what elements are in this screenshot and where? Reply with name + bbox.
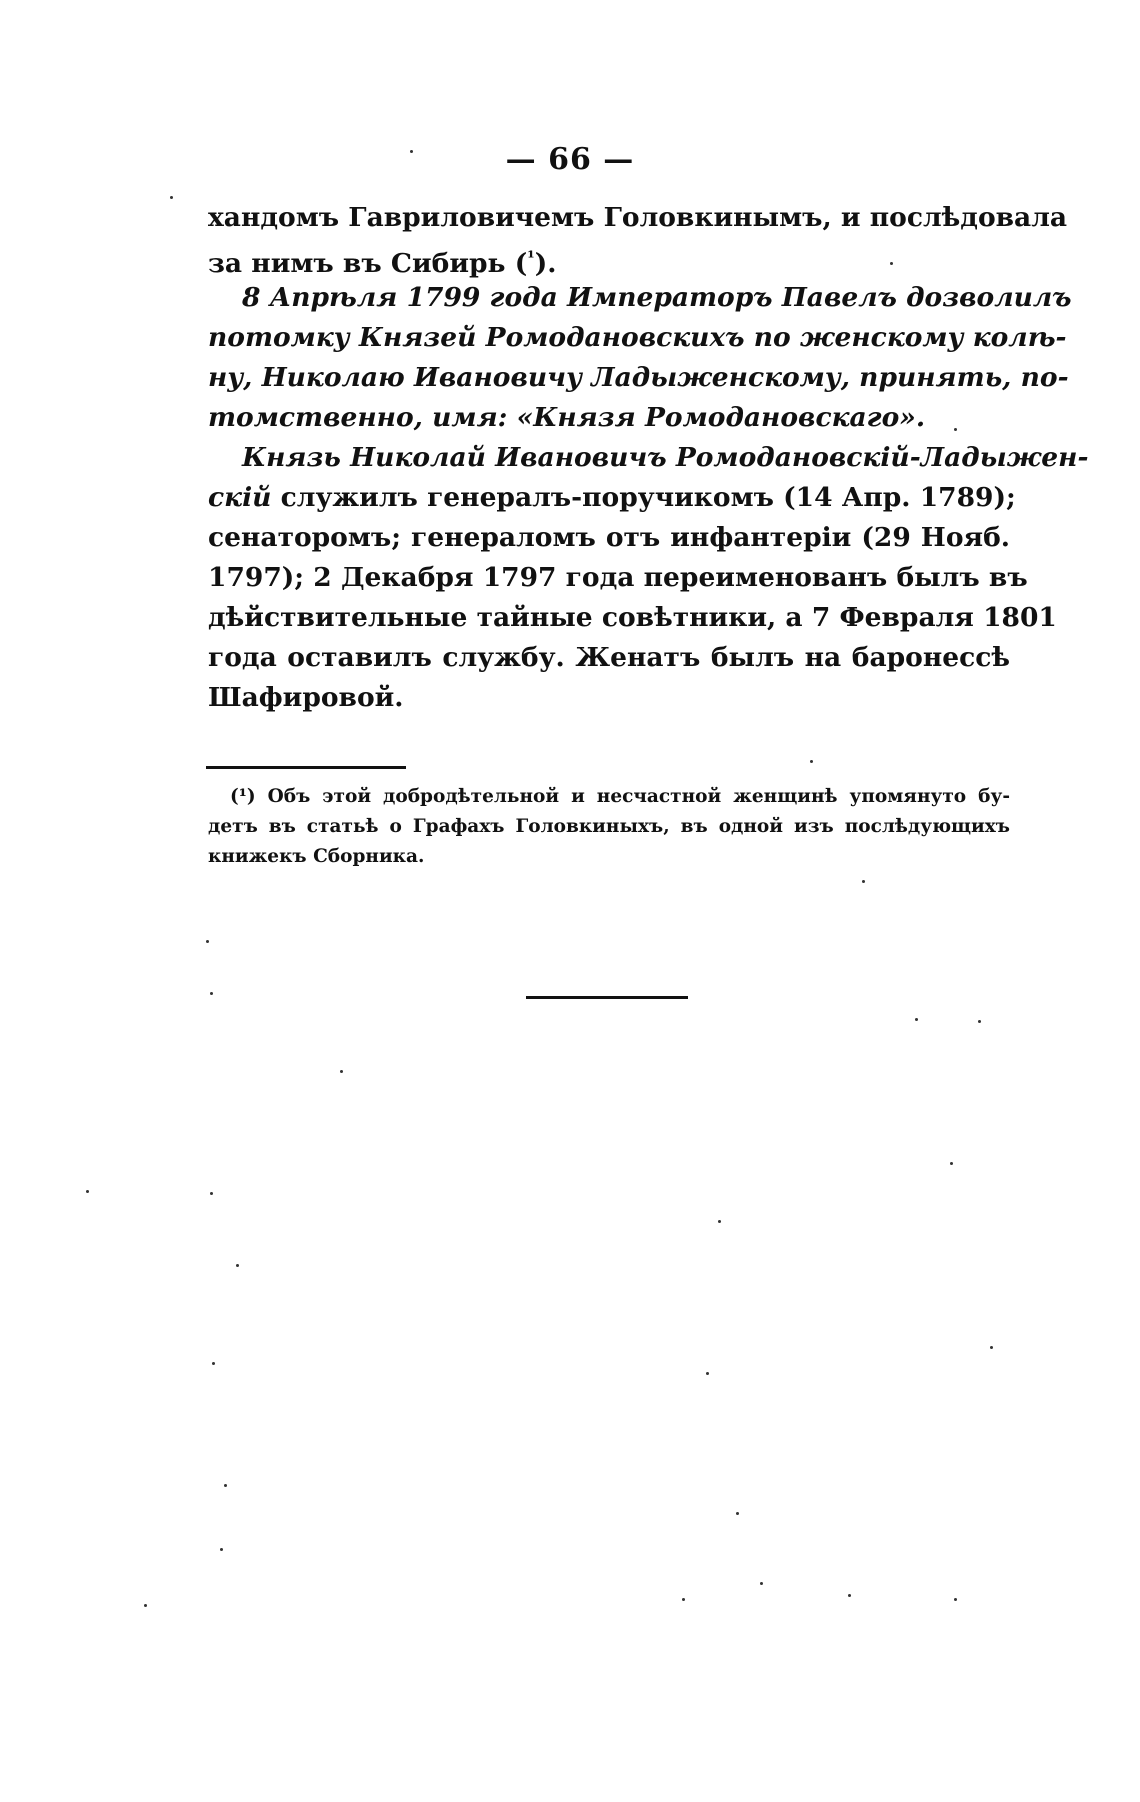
scan-speck <box>210 1192 213 1195</box>
scan-speck <box>736 1512 739 1515</box>
footnote-marker: ¹ <box>527 248 535 268</box>
text-line <box>208 238 1010 278</box>
footnote-line: детъ въ статьѣ о Графахъ Головкиныхъ, въ одной изъ послѣдующихъ <box>208 816 1010 837</box>
footnote-divider <box>206 766 406 769</box>
footnote-marker: (¹) <box>230 786 256 807</box>
text-line: дѣйствительные тайные совѣтники, а 7 Февраля 1801 <box>208 602 1057 633</box>
text-line: сенаторомъ; генераломъ отъ инфантеріи (29 Нояб. <box>208 522 1010 553</box>
main-text <box>208 198 1089 718</box>
scan-speck <box>706 1372 709 1375</box>
scan-speck <box>236 1264 239 1267</box>
text-line: Шафировой. <box>208 682 404 713</box>
scan-speck <box>848 1594 851 1597</box>
scan-speck <box>410 150 413 153</box>
scan-speck <box>718 1220 721 1223</box>
page-number: — 66 — <box>505 142 635 177</box>
text-line: Князь Николай Ивановичъ Ромодановскій-Ладыжен- <box>242 442 1089 473</box>
text-segment: Объ этой добродѣтельной и несчастной женщинѣ упомянуто бу- <box>267 786 1010 807</box>
scan-speck <box>340 1070 343 1073</box>
scan-speck <box>978 1020 981 1023</box>
scan-speck <box>862 880 865 883</box>
scan-speck <box>212 1362 215 1365</box>
scan-speck <box>760 1582 763 1585</box>
footnote-line: книжекъ Сборника. <box>208 846 425 867</box>
scan-speck <box>810 760 813 763</box>
text-line: года оставилъ службу. Женатъ былъ на баронессѣ <box>208 642 1010 673</box>
scan-speck <box>220 1548 223 1551</box>
text-line: потомку Князей Ромодановскихъ по женскому колѣ- <box>208 322 1067 353</box>
scan-speck <box>954 1598 957 1601</box>
text-line: томственно, имя: «Князя Ромодановскаго». <box>208 402 926 433</box>
scan-speck <box>210 992 213 995</box>
scan-speck <box>170 196 173 199</box>
footnote-line <box>208 782 1010 812</box>
scan-speck <box>206 940 209 943</box>
scan-speck <box>950 1162 953 1165</box>
text-line: 1797); 2 Декабря 1797 года переименованъ былъ въ <box>208 562 1028 593</box>
text-line: 8 Апрѣля 1799 года Императоръ Павелъ дозволилъ <box>242 282 1072 313</box>
end-divider <box>526 996 688 999</box>
footnote <box>208 782 1010 872</box>
scan-speck <box>224 1484 227 1487</box>
scan-speck <box>890 262 893 265</box>
text-line: хандомъ Гавриловичемъ Головкинымъ, и послѣдовала <box>208 202 1068 233</box>
scan-speck <box>915 1018 918 1021</box>
text-line <box>208 478 1016 518</box>
text-segment: за нимъ въ Сибирь ( <box>208 248 528 279</box>
text-segment: скій <box>208 482 272 513</box>
text-line: ну, Николаю Ивановичу Ладыженскому, принять, по- <box>208 362 1069 393</box>
scan-speck <box>86 1190 89 1193</box>
scan-speck <box>144 1604 147 1607</box>
text-segment: служилъ генералъ-поручикомъ (14 Апр. 1789); <box>271 482 1016 513</box>
text-segment: ). <box>534 248 557 279</box>
scan-speck <box>990 1346 993 1349</box>
scan-speck <box>682 1598 685 1601</box>
scan-speck <box>954 428 957 431</box>
